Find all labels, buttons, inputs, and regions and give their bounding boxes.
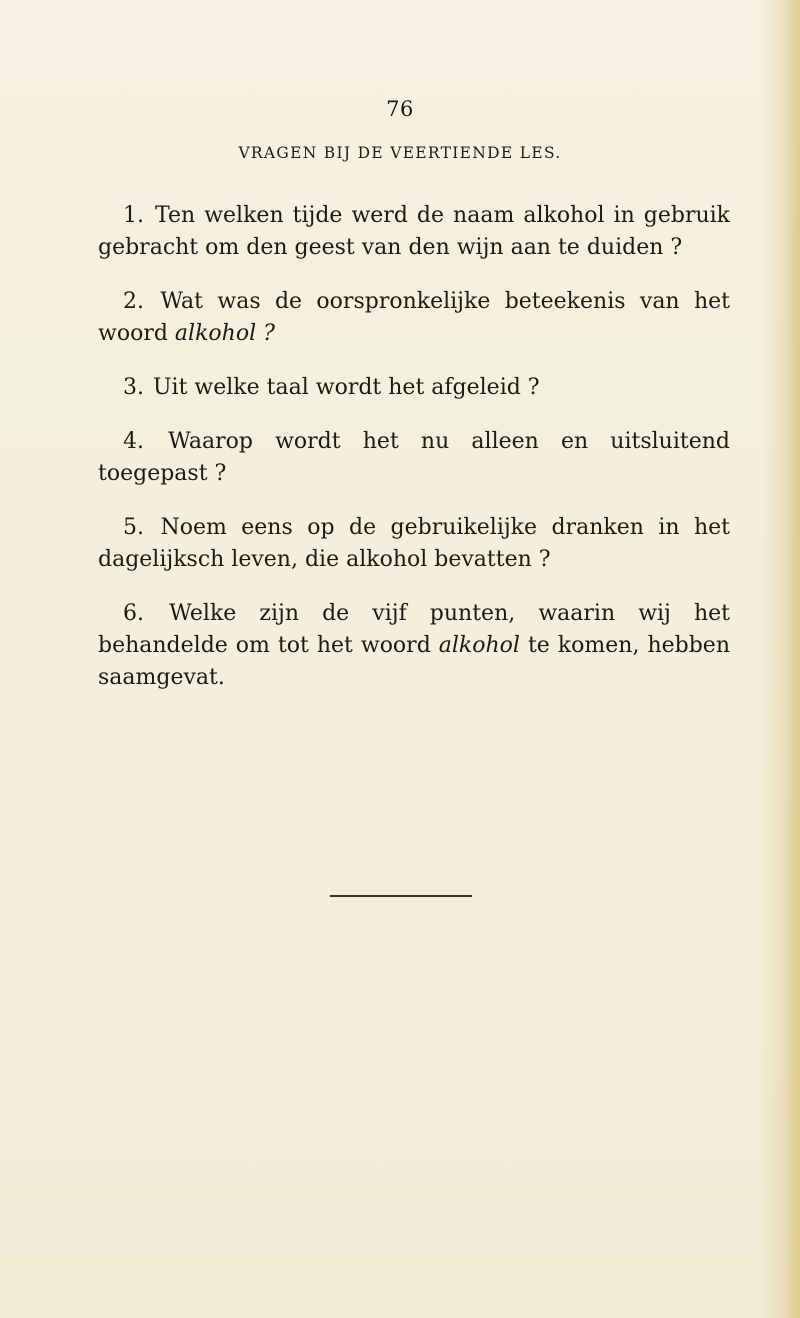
lesson-questions-heading: VRAGEN BIJ DE VEERTIENDE LES. (238, 144, 562, 162)
question-text: Wat was de oorspronkelijke beteekenis van het woord (98, 289, 730, 346)
question-text-end: te komen, hebben saamgevat. (98, 633, 730, 690)
page-number: 76 (386, 97, 414, 121)
question-number: 4. (123, 429, 144, 454)
question-text: Welke zijn de vijf punten, waarin wij het behandelde om tot het woord (98, 601, 730, 658)
section-divider-rule (330, 895, 472, 897)
question-6 (98, 598, 730, 694)
question-italic-term: alkohol ? (174, 321, 275, 346)
question-list (98, 200, 730, 716)
question-number: 1. (123, 203, 144, 228)
question-3 (98, 372, 730, 404)
question-2 (98, 286, 730, 350)
question-text: Uit welke taal wordt het afgeleid ? (153, 375, 540, 400)
question-text: Ten welken tijde werd de naam alkohol in gebruik gebracht om den geest van den wijn aan te duiden ? (98, 203, 730, 260)
question-5 (98, 512, 730, 576)
question-italic-term: alkohol (438, 633, 520, 658)
question-text: Noem eens op de gebruikelijke dranken in het dagelijksch leven, die alkohol bevatten ? (98, 515, 730, 572)
question-number: 3. (123, 375, 144, 400)
question-number: 6. (123, 601, 144, 626)
question-text: Waarop wordt het nu alleen en uitsluitend toegepast ? (98, 429, 730, 486)
question-1 (98, 200, 730, 264)
page-edge-stain (786, 0, 800, 1318)
question-4 (98, 426, 730, 490)
question-number: 5. (123, 515, 144, 540)
question-number: 2. (123, 289, 144, 314)
